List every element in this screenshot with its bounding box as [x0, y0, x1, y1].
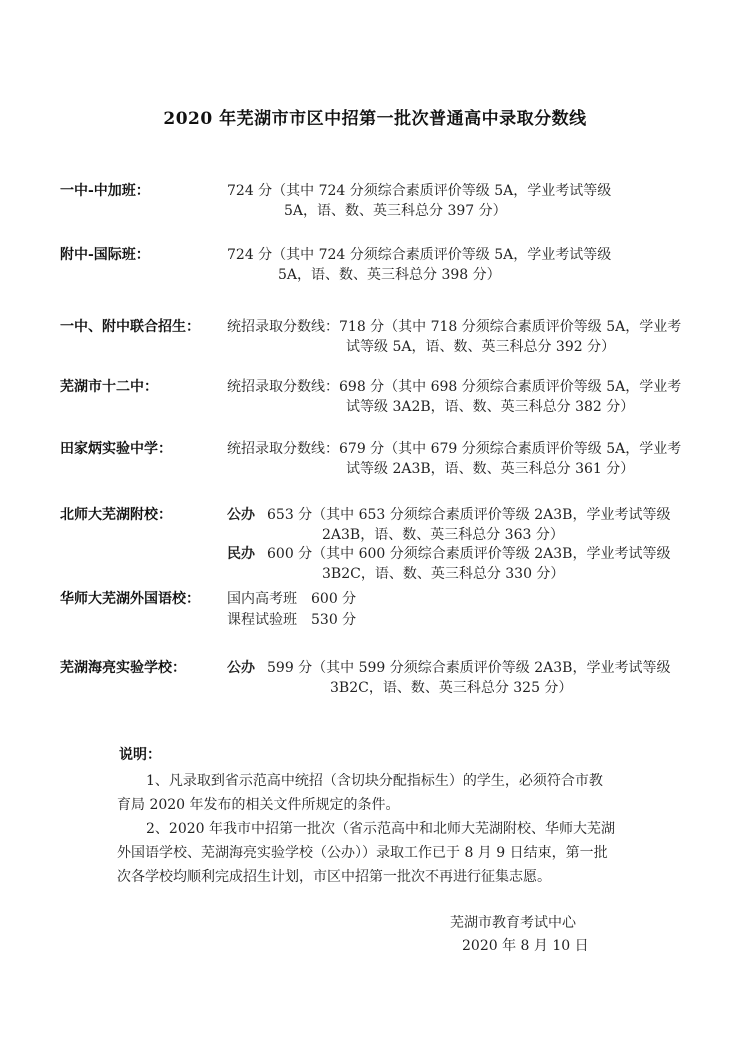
school-score-line: 3B2C，语、数、英三科总分 325 分） [330, 680, 573, 696]
school-score-line: 724 分（其中 724 分须综合素质评价等级 5A，学业考试等级 [227, 183, 612, 199]
note-paragraph-line: 2、2020 年我市中招第一批次（省示范高中和北师大芜湖附校、华师大芜湖 [146, 821, 615, 837]
note-paragraph-line: 次各学校均顺利完成招生计划，市区中招第一批次不再进行征集志愿。 [117, 869, 551, 885]
school-name: 田家炳实验中学： [60, 441, 172, 457]
school-score-line: 724 分（其中 724 分须综合素质评价等级 5A，学业考试等级 [227, 247, 612, 263]
school-score-line: 统招录取分数线：679 分（其中 679 分须综合素质评价等级 5A，学业考 [227, 441, 682, 457]
public-score: 653 分（其中 653 分须综合素质评价等级 2A3B，学业考试等级 [267, 507, 671, 523]
notes-title: 说明： [119, 747, 161, 763]
school-name: 北师大芜湖附校： [60, 507, 172, 523]
school-score-line: 5A，语、数、英三科总分 398 分） [278, 267, 501, 283]
public-score: 599 分（其中 599 分须综合素质评价等级 2A3B，学业考试等级 [267, 660, 671, 676]
public-tag: 公办 [227, 660, 255, 676]
school-score-line: 5A，语、数、英三科总分 397 分） [284, 203, 507, 219]
public-tag: 公办 [227, 507, 255, 523]
school-score-line: 国内高考班 600 分 [227, 591, 357, 607]
school-score-line: 试等级 3A2B，语、数、英三科总分 382 分） [346, 399, 635, 415]
signature-date: 2020 年 8 月 10 日 [462, 938, 589, 954]
school-name: 一中、附中联合招生： [60, 319, 200, 335]
private-score: 600 分（其中 600 分须综合素质评价等级 2A3B，学业考试等级 [267, 546, 671, 562]
school-score-line: 试等级 2A3B，语、数、英三科总分 361 分） [346, 461, 635, 477]
school-score-line: 统招录取分数线：698 分（其中 698 分须综合素质评价等级 5A，学业考 [227, 379, 682, 395]
signature-org: 芜湖市教育考试中心 [450, 915, 576, 931]
school-name: 附中-国际班： [60, 247, 150, 263]
note-paragraph-line: 育局 2020 年发布的相关文件所规定的条件。 [117, 797, 400, 813]
school-public-line [227, 504, 670, 524]
school-name: 芜湖市十二中： [60, 379, 158, 395]
school-name: 一中-中加班： [60, 183, 150, 199]
school-private-line [227, 543, 670, 563]
note-paragraph-line: 外国语学校、芜湖海亮实验学校（公办））录取工作已于 8 月 9 日结束，第一批 [117, 845, 608, 861]
school-score-line: 2A3B，语、数、英三科总分 363 分） [322, 527, 564, 543]
school-public-line [227, 657, 670, 677]
private-tag: 民办 [227, 546, 255, 562]
school-name: 华师大芜湖外国语校： [60, 591, 200, 607]
school-score-line: 3B2C，语、数、英三科总分 330 分） [322, 566, 565, 582]
page-title: 2020 年芜湖市市区中招第一批次普通高中录取分数线 [163, 109, 587, 129]
school-score-line: 统招录取分数线：718 分（其中 718 分须综合素质评价等级 5A，学业考 [227, 319, 682, 335]
school-name: 芜湖海亮实验学校： [60, 660, 186, 676]
note-paragraph-line: 1、凡录取到省示范高中统招（含切块分配指标生）的学生，必须符合市教 [146, 773, 603, 789]
school-score-line: 课程试验班 530 分 [227, 612, 357, 628]
school-score-line: 试等级 5A，语、数、英三科总分 392 分） [346, 339, 616, 355]
